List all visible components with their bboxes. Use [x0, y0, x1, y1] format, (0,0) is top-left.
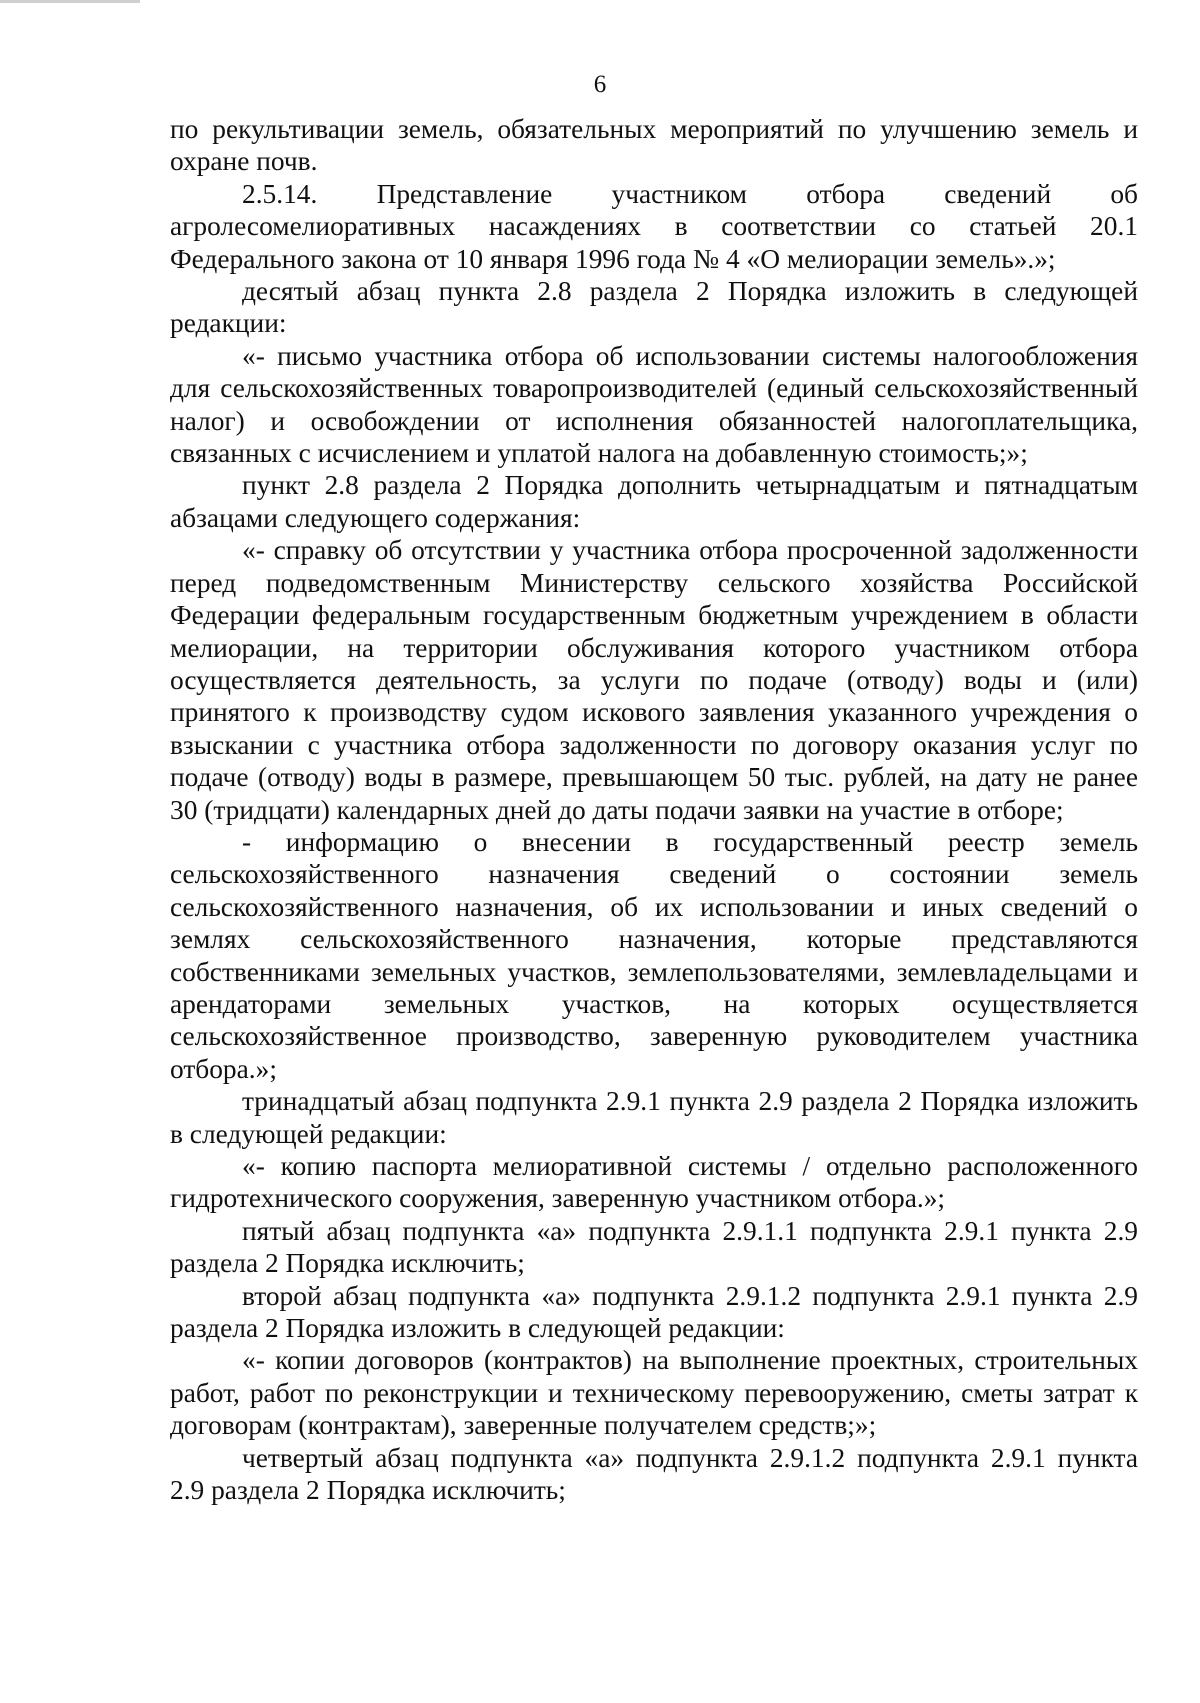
paragraph-10: пятый абзац подпункта «а» подпункта 2.9.1.1 подпункта 2.9.1 пункта 2.9 раздела 2 Порядка исключить;	[170, 1215, 1138, 1279]
paragraph-11: второй абзац подпункта «а» подпункта 2.9.1.2 подпункта 2.9.1 пункта 2.9 раздела 2 Порядка изложить в следующей редакции:	[170, 1280, 1138, 1344]
paragraph-6: «- справку об отсутствии у участника отбора просроченной задолженности перед подведомственным Министерству сельского хозяйства Российской Федерации федеральным государственным бюджетным учреждением в области мелиорации, на территории обслуживания которого участником отбора осуществляется деятельность, за услуги по подаче (отводу) воды и (или) принятого к производству судом искового заявления указанного учреждения о взыскании с участника отбора задолженности по договору оказания услуг по подаче (отводу) воды в размере, превышающем 50 тыс. рублей, на дату не ранее 30 (тридцати) календарных дней до даты подачи заявки на участие в отборе;	[170, 535, 1138, 825]
paragraph-9: «- копию паспорта мелиоративной системы / отдельно расположенного гидротехнического сооружения, заверенную участником отбора.»;	[170, 1151, 1138, 1214]
paragraph-5: пункт 2.8 раздела 2 Порядка дополнить четырнадцатым и пятнадцатым абзацами следующего содержания:	[170, 470, 1138, 533]
document-body	[170, 113, 1138, 1506]
paragraph-12: «- копии договоров (контрактов) на выполнение проектных, строительных работ, работ по реконструкции и техническому перевооружению, сметы затрат к договорам (контрактам), заверенные получателем средств;»;	[170, 1345, 1138, 1441]
paragraph-1: по рекультивации земель, обязательных мероприятий по улучшению земель и охране почв.	[170, 114, 1138, 177]
paragraph-4: «- письмо участника отбора об использовании системы налогообложения для сельскохозяйственных товаропроизводителей (единый сельскохозяйственный налог) и освобождении от исполнения обязанностей налогоплательщика, связанных с исчислением и уплатой налога на добавленную стоимость;»;	[170, 340, 1138, 469]
scan-edge-line	[0, 0, 140, 3]
paragraph-7: - информацию о внесении в государственный реестр земель сельскохозяйственного назначения сведений о состоянии земель сельскохозяйственного назначения, об их использовании и иных сведений о землях сельскохозяйственного назначения, которые представляются собственниками земельных участков, землепользователями, землевладельцами и арендаторами земельных участков, на которых осуществляется сельскохозяйственное производство, заверенную руководителем участника отбора.»;	[170, 826, 1138, 1084]
paragraph-3: десятый абзац пункта 2.8 раздела 2 Порядка изложить в следующей редакции:	[170, 276, 1138, 339]
page-number: 6	[593, 71, 607, 98]
paragraph-2: 2.5.14. Представление участником отбора сведений об агролесомелиоративных насаждениях в соответствии со статьей 20.1 Федерального закона от 10 января 1996 года № 4 «О мелиорации земель».»;	[170, 178, 1138, 274]
paragraph-8: тринадцатый абзац подпункта 2.9.1 пункта 2.9 раздела 2 Порядка изложить в следующей редакции:	[170, 1086, 1138, 1149]
paragraph-13: четвертый абзац подпункта «а» подпункта 2.9.1.2 подпункта 2.9.1 пункта 2.9 раздела 2 Порядка исключить;	[170, 1442, 1138, 1506]
